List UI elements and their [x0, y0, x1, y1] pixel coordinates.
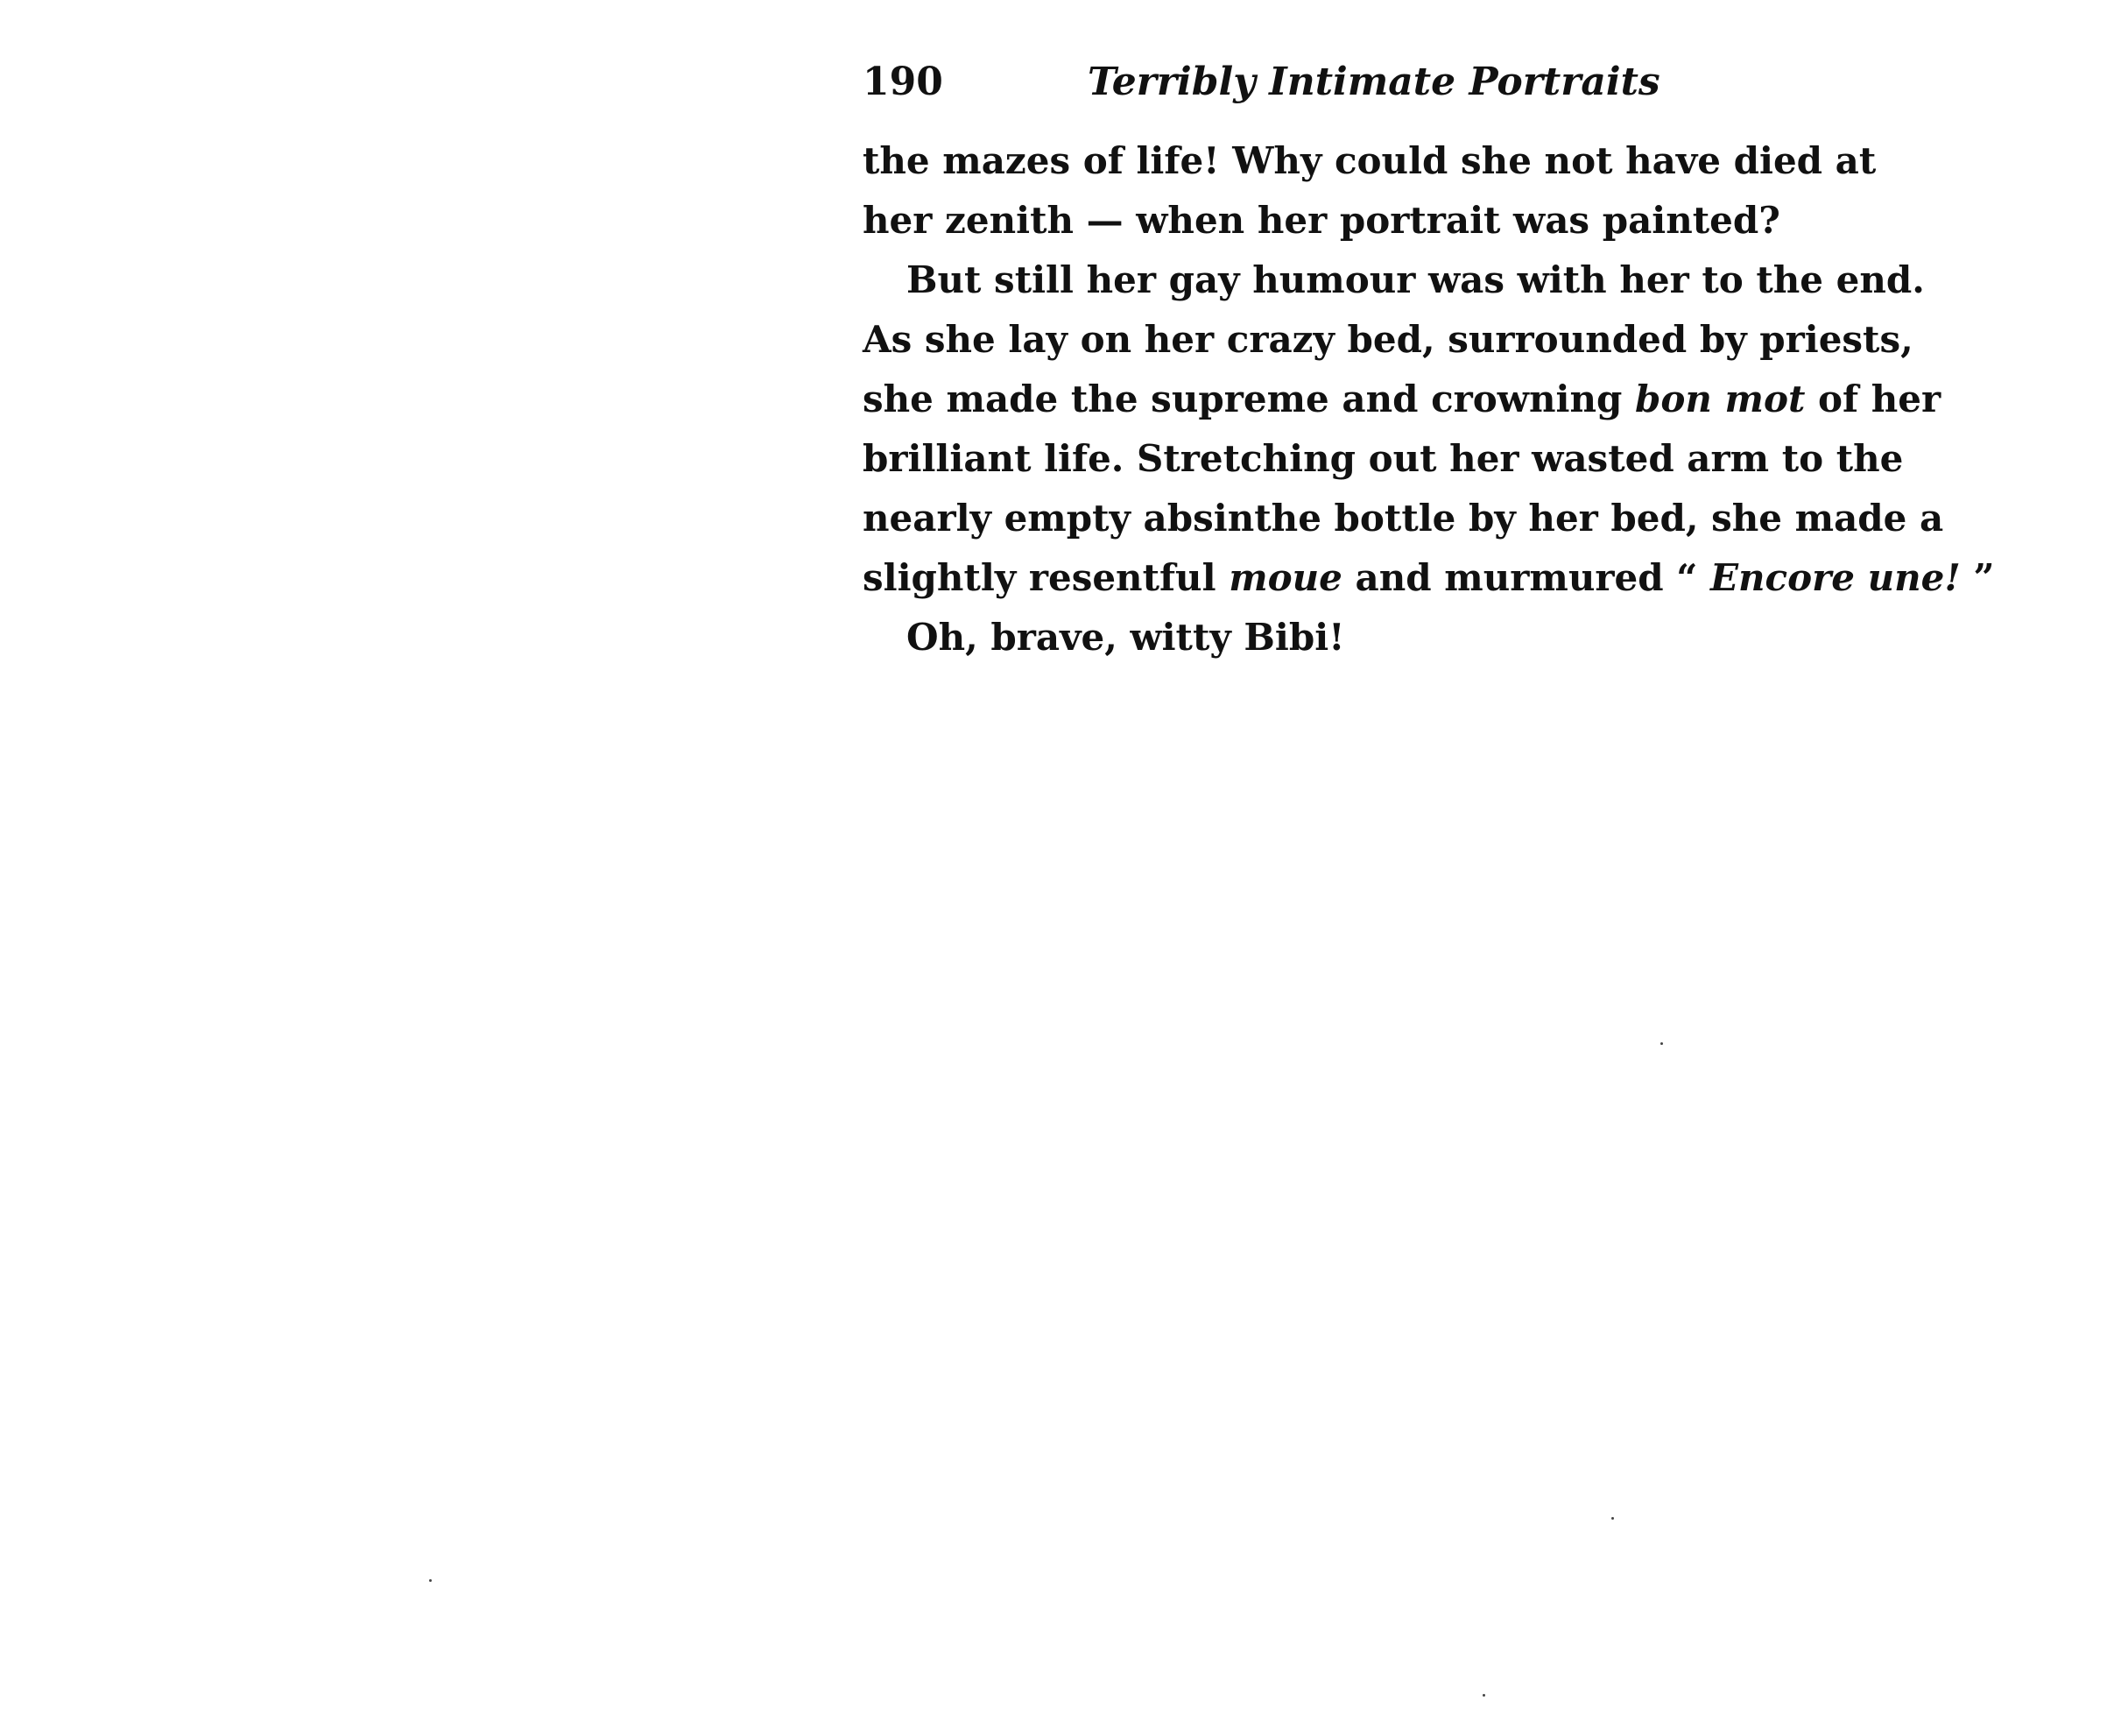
page-number: 190 — [863, 60, 943, 104]
text-line: slightly resentful moue and murmured “ Encore une! ” — [863, 556, 1995, 599]
text-line: nearly empty absinthe bottle by her bed, she made a — [863, 497, 1944, 540]
running-title: Terribly Intimate Portraits — [1088, 60, 1660, 104]
scan-speck — [1660, 1042, 1663, 1045]
text-line: As she lay on her crazy bed, surrounded by priests, — [863, 318, 1913, 361]
italic-phrase: bon mot — [1634, 378, 1806, 420]
page-header — [863, 60, 1835, 121]
italic-phrase: moue — [1229, 556, 1342, 599]
scan-speck — [429, 1579, 432, 1582]
scan-speck — [1611, 1517, 1614, 1520]
body-text — [863, 131, 1995, 667]
text-line: Oh, brave, witty Bibi! — [906, 616, 1345, 659]
text-line: the mazes of life! Why could she not have died at — [863, 139, 1877, 182]
italic-phrase: Encore une! — [1709, 556, 1961, 599]
scan-speck — [1483, 1694, 1485, 1697]
text-line: brilliant life. Stretching out her wasted arm to the — [863, 437, 1904, 480]
text-line: But still her gay humour was with her to the end. — [906, 258, 1925, 301]
text-line: her zenith — when her portrait was painted? — [863, 199, 1780, 242]
text-line: she made the supreme and crowning bon mot of her — [863, 378, 1941, 420]
